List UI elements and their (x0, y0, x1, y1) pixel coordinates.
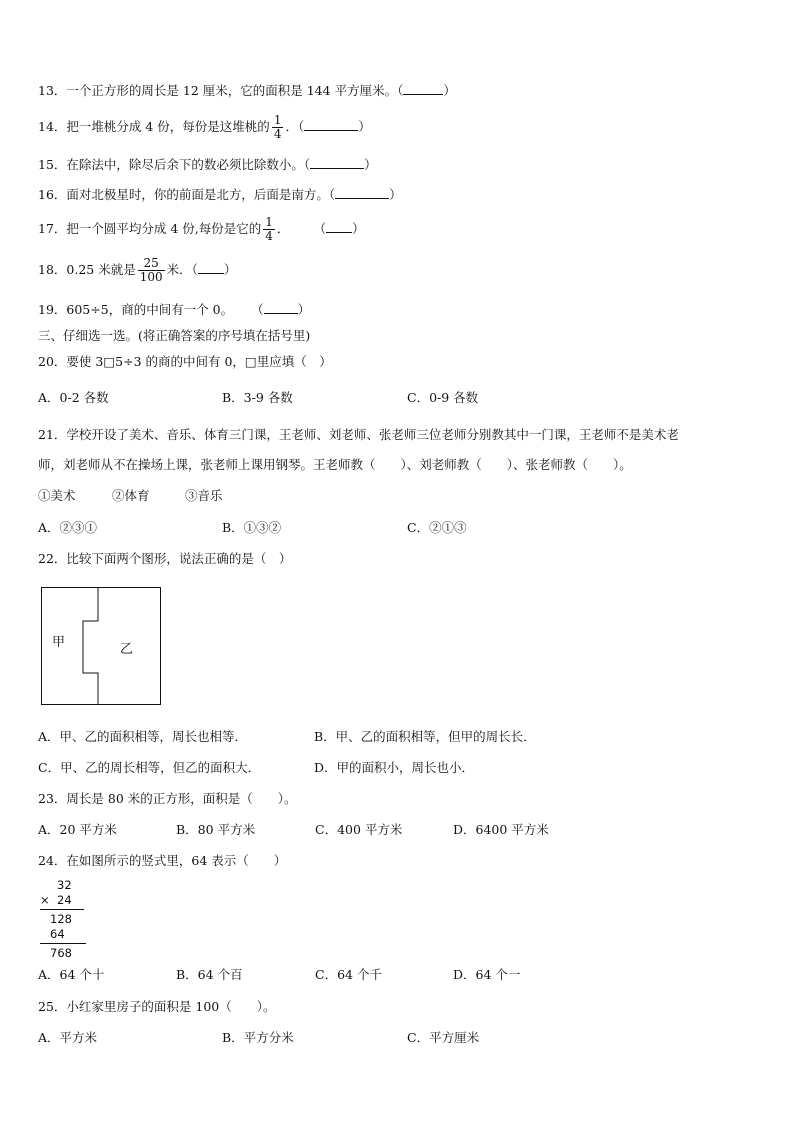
q15-answer-blank[interactable] (310, 168, 364, 169)
q13-answer-blank[interactable] (403, 94, 443, 95)
question-23 (38, 791, 297, 807)
q14-close: ） (358, 119, 371, 134)
question-21 (38, 427, 679, 443)
q22-option-a[interactable]: A．甲、乙的面积相等，周长也相等． (38, 729, 248, 744)
q19-number: 19． (38, 302, 67, 317)
q14-number: 14． (38, 119, 67, 134)
q20-option-b[interactable]: B．3-9 各数 (222, 390, 293, 405)
q24-option-a[interactable]: A．64 个十 (38, 967, 105, 982)
q24-option-c[interactable]: C．64 个千 (315, 967, 382, 982)
q24-vertical-multiplication (38, 876, 98, 964)
vm-result: 768 (50, 946, 72, 960)
q23-option-a[interactable]: A．20 平方米 (38, 822, 117, 837)
question-16 (38, 187, 402, 203)
q17-close: ） (351, 221, 365, 236)
q21-option-b[interactable]: B．①③② (222, 520, 282, 535)
q21-text-line1: 学校开设了美术、音乐、体育三门课，王老师、刘老师、张老师三位老师分别教其中一门课，王老师不是美术老 (66, 427, 679, 442)
question-25 (38, 999, 276, 1015)
question-24 (38, 853, 286, 869)
q24-number: 24． (38, 853, 67, 868)
q25-option-a[interactable]: A．平方米 (38, 1030, 98, 1045)
q18-fraction (138, 257, 165, 284)
q24-text: 在如图所示的竖式里，64 表示（ ） (66, 853, 287, 868)
q24-option-b[interactable]: B．64 个百 (176, 967, 243, 982)
q17-open: （ (313, 221, 326, 236)
q16-text: 面对北极星时，你的前面是北方，后面是南方。（ (66, 187, 336, 202)
q19-close: ） (297, 302, 311, 317)
fraction-numerator: 1 (273, 113, 282, 127)
q17-text-end: ． (276, 221, 290, 236)
fraction-numerator: 1 (265, 215, 273, 229)
q19-answer-blank[interactable] (264, 313, 298, 314)
vm-partial-1: 128 (50, 912, 72, 926)
q14-text: 把一堆桃分成 4 份，每份是这堆桃的 (66, 119, 270, 134)
q23-text: 周长是 80 米的正方形，面积是（ ）。 (66, 791, 297, 806)
question-13 (38, 83, 456, 99)
fraction-numerator: 25 (143, 256, 159, 270)
q18-number: 18． (38, 262, 67, 277)
q17-number: 17． (38, 221, 67, 236)
q22-option-c[interactable]: C．甲、乙的周长相等，但乙的面积大． (38, 760, 261, 775)
q21-choice-2: ②体育 (112, 488, 150, 503)
q18-text: 0.25 米就是 (66, 262, 136, 277)
figure-divider-line (83, 588, 98, 705)
vm-partial-2: 64 (50, 927, 65, 941)
q25-text: 小红家里房子的面积是 100（ ）。 (66, 999, 276, 1014)
question-20 (38, 354, 332, 370)
q14-fraction (272, 114, 284, 141)
q22-option-d[interactable]: D．甲的面积小，周长也小． (314, 760, 475, 775)
q17-fraction (263, 216, 275, 243)
q25-option-c[interactable]: C．平方厘米 (407, 1030, 480, 1045)
q14-answer-blank[interactable] (304, 130, 358, 131)
q21-option-a[interactable]: A．②③① (38, 520, 98, 535)
question-18 (38, 257, 236, 284)
fraction-denominator: 4 (273, 127, 282, 141)
q14-text-end: ．（ (285, 119, 305, 134)
figure-label-yi: 乙 (120, 642, 134, 657)
q20-option-a[interactable]: A．0-2 各数 (38, 390, 109, 405)
q21-choice-1: ①美术 (38, 488, 76, 503)
q23-option-b[interactable]: B．80 平方米 (176, 822, 256, 837)
q16-number: 16． (38, 187, 67, 202)
q16-answer-blank[interactable] (335, 198, 389, 199)
q13-close: ） (443, 83, 456, 98)
q21-choice-3: ③音乐 (185, 488, 223, 503)
q25-number: 25． (38, 999, 67, 1014)
vm-rule-2 (40, 943, 86, 944)
question-22 (38, 551, 291, 567)
q22-figure (41, 587, 161, 705)
q19-text: 605÷5，商的中间有一个 0。 (66, 302, 234, 317)
q22-number: 22． (38, 551, 67, 566)
q22-option-b[interactable]: B．甲、乙的面积相等，但甲的周长长． (314, 729, 536, 744)
q21-number: 21． (38, 427, 67, 442)
q15-close: ） (364, 157, 377, 172)
q18-close: ） (223, 262, 237, 277)
fraction-denominator: 100 (139, 270, 163, 284)
q18-answer-blank[interactable] (198, 273, 224, 274)
question-17 (38, 216, 364, 243)
q19-open: （ (251, 302, 264, 317)
vm-multiplicand: 32 (57, 878, 72, 892)
figure-label-jia: 甲 (52, 635, 66, 650)
section-3-heading: 三、仔细选一选。(将正确答案的序号填在括号里) (38, 328, 311, 343)
q13-number: 13． (38, 83, 67, 98)
q23-number: 23． (38, 791, 67, 806)
q15-number: 15． (38, 157, 67, 172)
fraction-denominator: 4 (265, 229, 273, 243)
q13-text: 一个正方形的周长是 12 厘米，它的面积是 144 平方厘米。（ (66, 83, 404, 98)
vm-rule-1 (40, 909, 84, 910)
q20-option-c[interactable]: C．0-9 各数 (407, 390, 479, 405)
vm-multiplier: 24 (57, 893, 72, 907)
q25-option-b[interactable]: B．平方分米 (222, 1030, 294, 1045)
q20-text: 要使 3□5÷3 的商的中间有 0，□里应填（ ） (66, 354, 332, 369)
vm-times-sign: × (40, 893, 50, 907)
question-19 (38, 302, 310, 318)
q20-number: 20． (38, 354, 67, 369)
q22-text: 比较下面两个图形，说法正确的是（ ） (66, 551, 292, 566)
q23-option-c[interactable]: C．400 平方米 (315, 822, 403, 837)
q21-option-c[interactable]: C．②①③ (407, 520, 467, 535)
q23-option-d[interactable]: D．6400 平方米 (453, 822, 549, 837)
q17-text: 把一个圆平均分成 4 份,每份是它的 (66, 221, 262, 236)
question-15 (38, 157, 377, 173)
q18-text-end: 米．（ (166, 262, 198, 277)
question-14 (38, 114, 371, 141)
q16-close: ） (389, 187, 402, 202)
q17-answer-blank[interactable] (326, 232, 352, 233)
q21-text-line2: 师，刘老师从不在操场上课，张老师上课用钢琴。王老师教（ ）、刘老师教（ ）、张老师教（ ）。 (38, 457, 632, 472)
q22-figure-svg (41, 587, 161, 705)
q24-option-d[interactable]: D．64 个一 (453, 967, 521, 982)
q15-text: 在除法中，除尽后余下的数必须比除数小。（ (66, 157, 311, 172)
